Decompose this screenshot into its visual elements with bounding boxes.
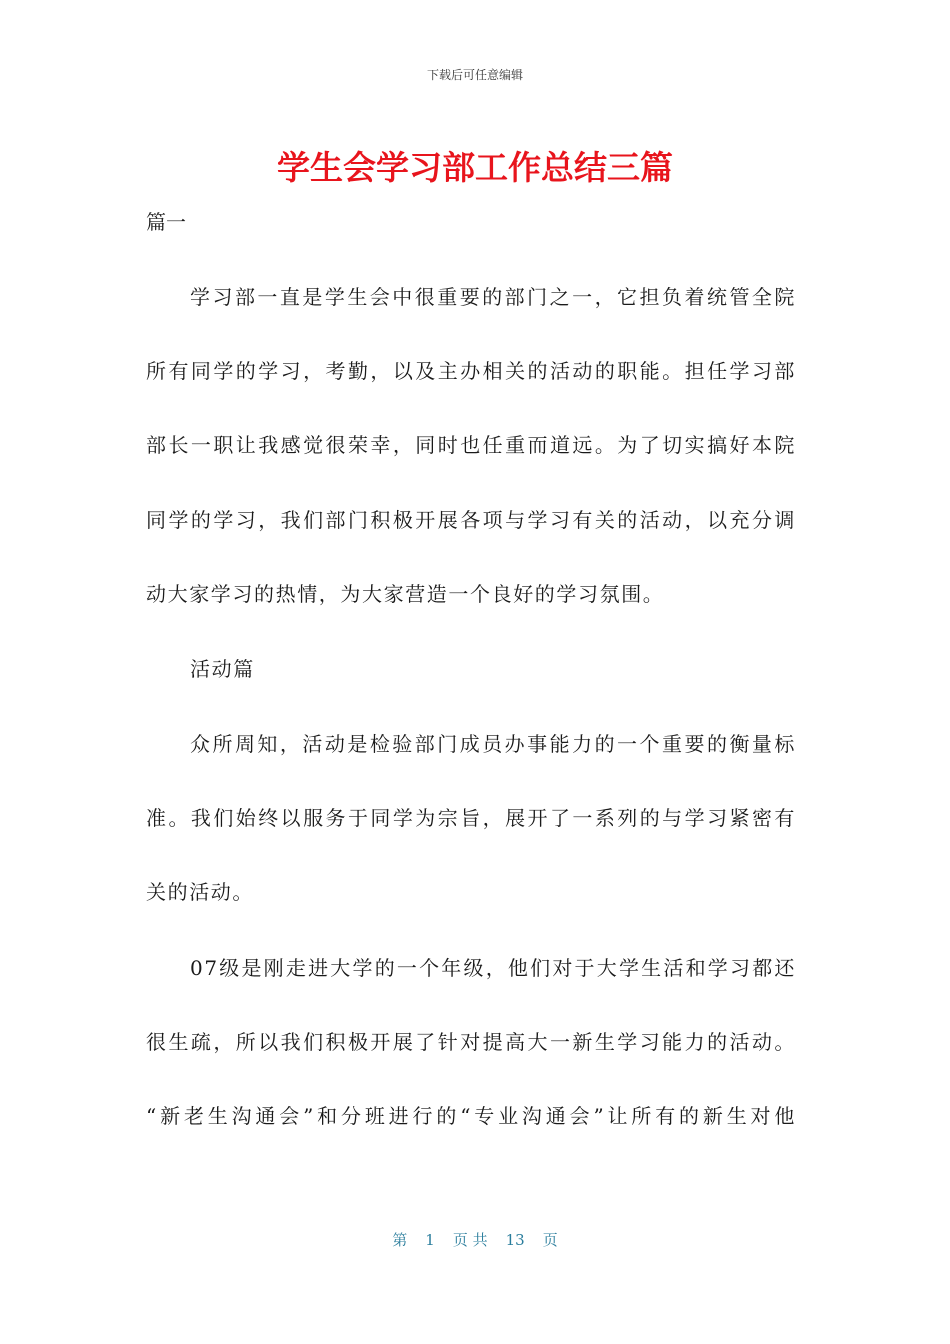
paragraph-line: 同学的学习，我们部门积极开展各项与学习有关的活动，以充分调	[146, 508, 796, 532]
paragraph-line: 部长一职让我感觉很荣幸，同时也任重而道远。为了切实搞好本院	[146, 433, 796, 457]
paragraph-line: 众所周知，活动是检验部门成员办事能力的一个重要的衡量标	[190, 732, 796, 756]
footer-middle: 页 共	[452, 1231, 488, 1249]
paragraph-line: 关的活动。	[146, 880, 254, 904]
paragraph-line: “新老生沟通会”和分班进行的“专业沟通会”让所有的新生对他	[146, 1104, 796, 1128]
paragraph-line: 07级是刚走进大学的一个年级，他们对于大学生活和学习都还	[190, 956, 796, 980]
paragraph-line: 学习部一直是学生会中很重要的部门之一，它担负着统管全院	[190, 285, 796, 309]
footer-total-pages: 13	[505, 1231, 525, 1249]
paragraph-line: 所有同学的学习，考勤，以及主办相关的活动的职能。担任学习部	[146, 359, 796, 383]
page-footer	[0, 1229, 950, 1250]
footer-suffix: 页	[542, 1231, 558, 1249]
header-note: 下载后可任意编辑	[426, 68, 523, 82]
paragraph-line: 准。我们始终以服务于同学为宗旨，展开了一系列的与学习紧密有	[146, 806, 796, 830]
subsection-heading: 活动篇	[190, 657, 255, 681]
section-heading: 篇一	[146, 210, 186, 234]
paragraph-line: 动大家学习的热情，为大家营造一个良好的学习氛围。	[146, 582, 665, 606]
footer-page-number: 1	[425, 1231, 435, 1249]
footer-prefix: 第	[392, 1231, 408, 1249]
document-title: 学生会学习部工作总结三篇	[277, 148, 673, 187]
paragraph-line: 很生疏，所以我们积极开展了针对提高大一新生学习能力的活动。	[146, 1030, 796, 1054]
